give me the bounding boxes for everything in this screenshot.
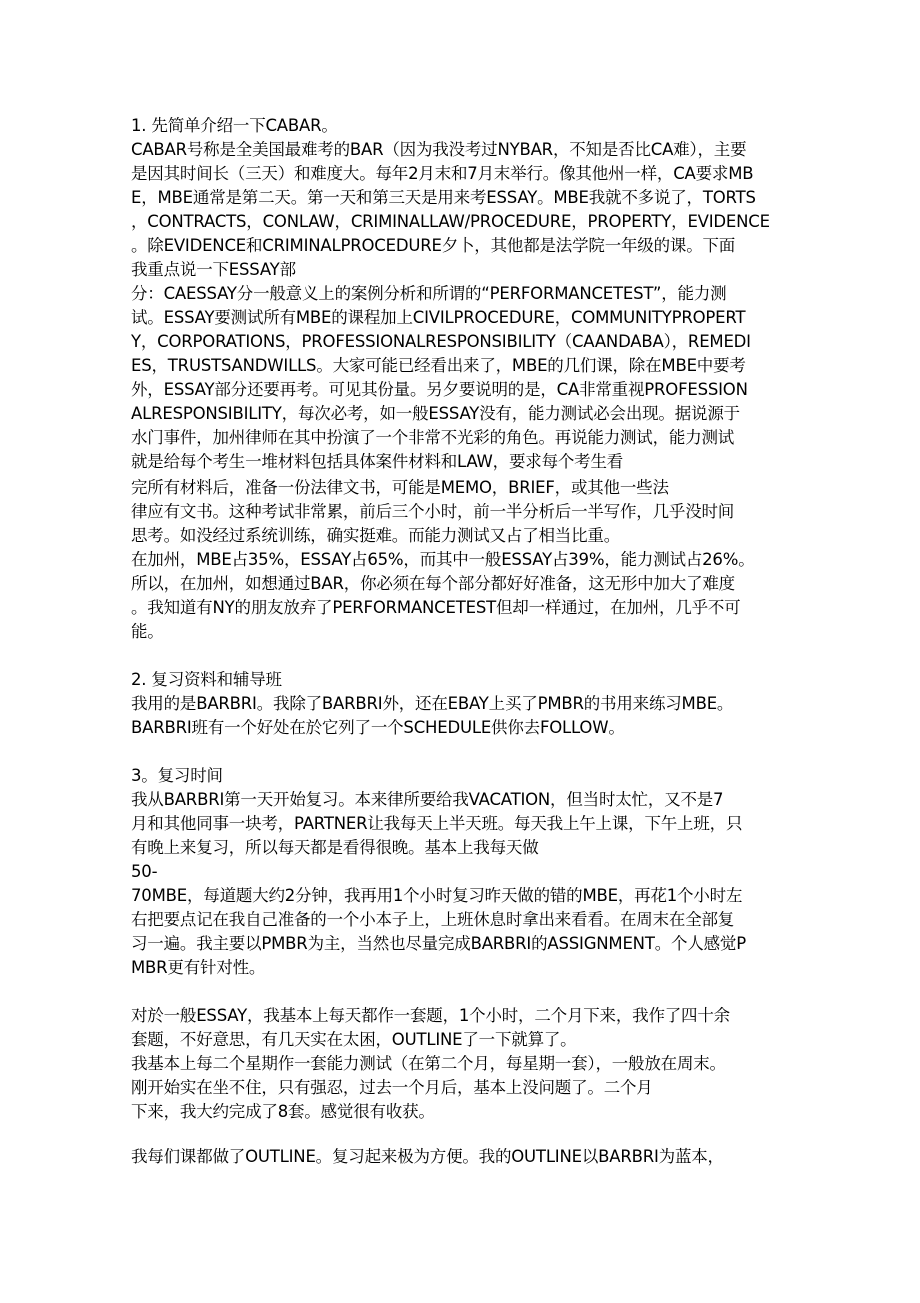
text-line: 完所有材料后，准备一份法律文书，可能是MEMO，BRIEF，或其他一些法 <box>131 478 669 497</box>
section-1-heading: 1. 先简单介绍一下CABAR。 <box>131 116 338 135</box>
text-line: 下来，我大约完成了8套。感觉很有收获。 <box>131 1102 435 1121</box>
text-line: 我从BARBRI第一天开始复习。本来律所要给我VACATION，但当时太忙，又不是7 <box>131 790 724 809</box>
text-line: ES，TRUSTSANDWILLS。大家可能已经看出来了，MBE的几们课，除在MBE中要考 <box>131 356 746 375</box>
text-line: ALRESPONSIBILITY，每次必考，如一般ESSAY没有，能力测试必会出现。据说源于 <box>131 404 740 423</box>
text-line: 就是给每个考生一堆材料包括具体案件材料和LAW，要求每个考生看 <box>131 452 624 471</box>
text-line: 我每们课都做了OUTLINE。复习起来极为方便。我的OUTLINE以BARBRI为蓝本， <box>131 1147 724 1166</box>
section-3-heading: 3。复习时间 <box>131 766 223 785</box>
text-line: E，MBE通常是第二天。第一天和第三天是用来考ESSAY。MBE我就不多说了，TORTS <box>131 188 756 207</box>
text-line: 70MBE，每道题大约2分钟，我再用1个小时复习昨天做的错的MBE，再花1个小时左 <box>131 886 743 905</box>
text-line: 右把要点记在我自己准备的一个小本子上，上班休息时拿出来看看。在周末在全部复 <box>131 910 735 929</box>
text-line: 50- <box>131 862 158 881</box>
text-line: 在加州，MBE占35%，ESSAY占65%，而其中一般ESSAY占39%，能力测试占26%。 <box>131 550 755 569</box>
text-line: 能。 <box>131 622 164 641</box>
text-line: 我重点说一下ESSAY部 <box>131 260 296 279</box>
text-line: 律应有文书。这种考试非常累，前后三个小时，前一半分析后一半写作，几乎没时间 <box>131 502 735 521</box>
text-line: 我用的是BARBRI。我除了BARBRI外，还在EBAY上买了PMBR的书用来练习MBE。 <box>131 694 734 713</box>
text-line: 刚开始实在坐不住，只有强忍，过去一个月后，基本上没问题了。二个月 <box>131 1078 653 1097</box>
text-line: 水门事件，加州律师在其中扮演了一个非常不光彩的角色。再说能力测试，能力测试 <box>131 428 735 447</box>
text-line: 试。ESSAY要测试所有MBE的课程加上CIVILPROCEDURE，COMMUNITYPROPERT <box>131 308 746 327</box>
text-line: 外，ESSAY部分还要再考。可见其份量。另夕要说明的是，CA非常重视PROFESSION <box>131 380 748 399</box>
text-line: 分：CAESSAY分一般意义上的案例分析和所谓的“PERFORMANCETEST”，能力测 <box>131 284 727 303</box>
section-2-heading: 2. 复习资料和辅导班 <box>131 670 282 689</box>
text-line: 对於一般ESSAY，我基本上每天都作一套题，1个小时，二个月下来，我作了四十余 <box>131 1006 730 1025</box>
text-line: 思考。如没经过系统训练，确实挺难。而能力测试又占了相当比重。 <box>131 526 621 545</box>
text-line: 是因其时间长（三天）和难度大。每年2月末和7月末举行。像其他州一样，CA要求MB <box>131 164 754 183</box>
text-line: 有晚上来复习，所以每天都是看得很晚。基本上我每天做 <box>131 838 539 857</box>
text-line: CABAR号称是全美国最难考的BAR（因为我没考过NYBAR，不知是否比CA难），主要 <box>131 140 747 159</box>
text-line: 所以，在加州，如想通过BAR，你必须在每个部分都好好准备，这无形中加大了难度 <box>131 574 735 593</box>
text-line: 习一遍。我主要以PMBR为主，当然也尽量完成BARBRI的ASSIGNMENT。个人感觉P <box>131 934 746 953</box>
text-line: Y，CORPORATIONS，PROFESSIONALRESPONSIBILITY（CAANDABA），REMEDI <box>131 332 751 351</box>
text-line: 我基本上每二个星期作一套能力测试（在第二个月，每星期一套），一般放在周末。 <box>131 1054 726 1073</box>
text-line: 月和其他同事一块考，PARTNER让我每天上半天班。每天我上午上课，下午上班，只 <box>131 814 743 833</box>
text-line: MBR更有针对性。 <box>131 958 266 977</box>
text-line: BARBRI班有一个好处在於它列了一个SCHEDULE供你去FOLLOW。 <box>131 718 625 737</box>
text-line: 。除EVIDENCE和CRIMINALPROCEDURE夕卜，其他都是法学院一年级的课。下面 <box>131 236 736 255</box>
text-line: 套题，不好意思，有几天实在太困，OUTLINE了一下就算了。 <box>131 1030 577 1049</box>
text-line: 。我知道有NY的朋友放弃了PERFORMANCETEST但却一样通过，在加州，几乎不可 <box>131 598 741 617</box>
text-line: ，CONTRACTS，CONLAW，CRIMINALLAW/PROCEDURE，PROPERTY，EVIDENCE <box>131 212 770 231</box>
